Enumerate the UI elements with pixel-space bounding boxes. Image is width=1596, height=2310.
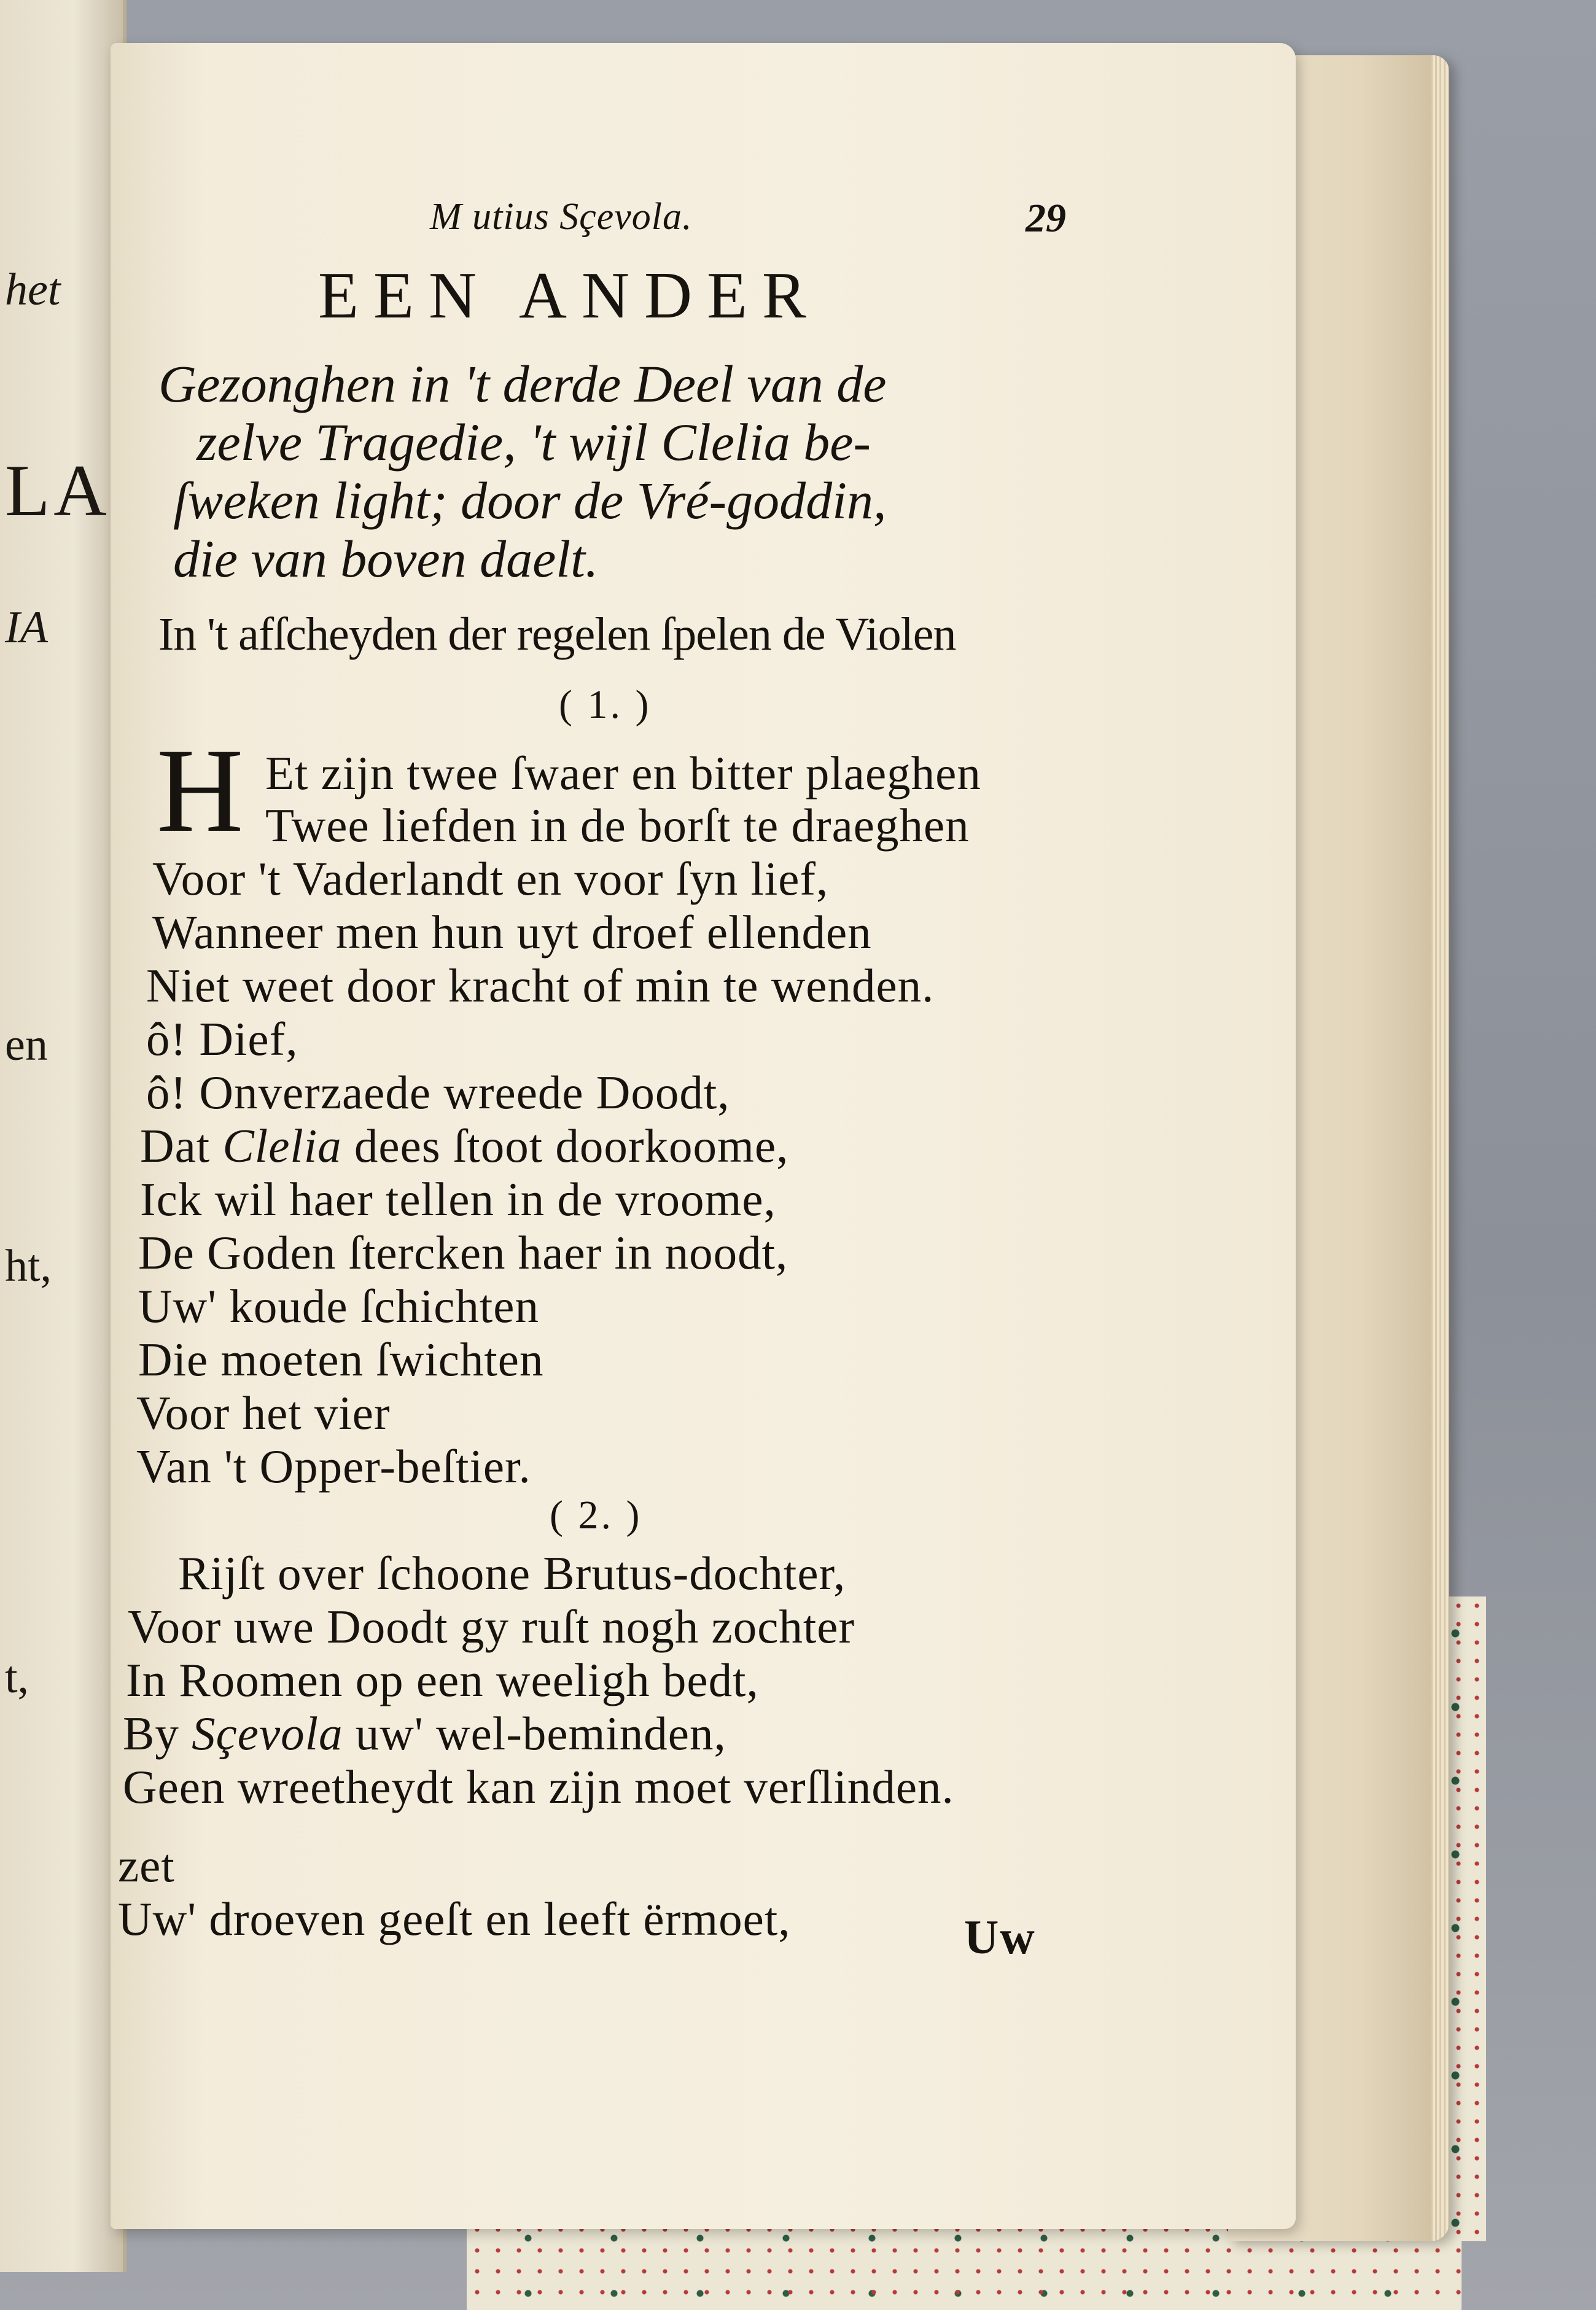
verse-word: By xyxy=(123,1707,179,1760)
subtitle-line: zelve Tragedie, 't wijl Clelia be- xyxy=(197,413,871,472)
verse-word: uw' wel-beminden, xyxy=(355,1707,726,1760)
catchword: Uw xyxy=(964,1910,1036,1964)
subtitle-line: die van boven daelt. xyxy=(173,529,599,588)
left-page-fragment: IA xyxy=(5,602,48,653)
page-edges xyxy=(1431,55,1449,2241)
verse-line: ô! Onverzaede wreede Doodt, xyxy=(146,1066,730,1119)
verse-line: Voor uwe Doodt gy ruſt nogh zochter xyxy=(128,1600,855,1653)
left-page-fragment: ht, xyxy=(5,1241,52,1291)
left-page-fragment: t, xyxy=(5,1652,29,1703)
verse-line: Voor 't Vaderlandt en voor ſyn lief, xyxy=(152,852,829,905)
verse-line: zet xyxy=(118,1839,175,1892)
verse-line: Geen wreetheydt kan zijn moet verſlinden. xyxy=(123,1760,954,1813)
verse-name-italic: Sçevola xyxy=(192,1707,343,1760)
left-page xyxy=(0,0,127,2272)
verse-line xyxy=(140,1119,788,1173)
verse-line: Twee liefden in de borſt te draeghen xyxy=(265,799,970,852)
verse-line: Voor het vier xyxy=(136,1386,391,1439)
page-number: 29 xyxy=(1026,196,1066,241)
section-number: ( 2. ) xyxy=(550,1493,642,1538)
verse-line: De Goden ſtercken haer in noodt, xyxy=(138,1226,788,1279)
verse-line: Ick wil haer tellen in de vroome, xyxy=(140,1173,776,1226)
stage-direction: In 't afſcheyden der regelen ſpelen de Violen xyxy=(158,609,956,660)
verse-line: Van 't Opper-beſtier. xyxy=(136,1440,531,1493)
left-page-fragment: LA xyxy=(5,449,111,531)
left-page-fragment: het xyxy=(5,265,61,315)
verse-line: Niet weet door kracht of min te wenden. xyxy=(146,959,935,1012)
verse-line: Uw' koude ſchichten xyxy=(138,1280,539,1332)
verse-line: Rijſt over ſchoone Brutus-dochter, xyxy=(178,1547,846,1600)
subtitle-line: ſweken light; door de Vré-goddin, xyxy=(173,471,887,530)
verse-line: Et zijn twee ſwaer en bitter plaeghen xyxy=(265,747,981,799)
verse-line xyxy=(123,1706,726,1761)
verse-line: In Roomen op een weeligh bedt, xyxy=(126,1654,759,1706)
left-page-fragment: en xyxy=(5,1020,48,1070)
section-number: ( 1. ) xyxy=(559,682,652,727)
verse-line: Die moeten ſwichten xyxy=(138,1333,544,1386)
page-title: EEN ANDER xyxy=(318,259,821,332)
verse-line: ô! Dief, xyxy=(146,1013,298,1065)
subtitle-line: Gezonghen in 't derde Deel van de xyxy=(158,354,887,413)
running-head: M utius Sçevola. xyxy=(430,196,693,238)
verse-line: Wanneer men hun uyt droef ellenden xyxy=(152,906,872,959)
verse-word: Dat xyxy=(140,1119,211,1172)
verse-line: Uw' droeven geeſt en leeft ërmoet, xyxy=(118,1892,791,1945)
verse-word: dees ſtoot doorkoome, xyxy=(354,1119,789,1172)
verse-name-italic: Clelia xyxy=(222,1119,342,1172)
drop-cap: H xyxy=(157,724,244,857)
